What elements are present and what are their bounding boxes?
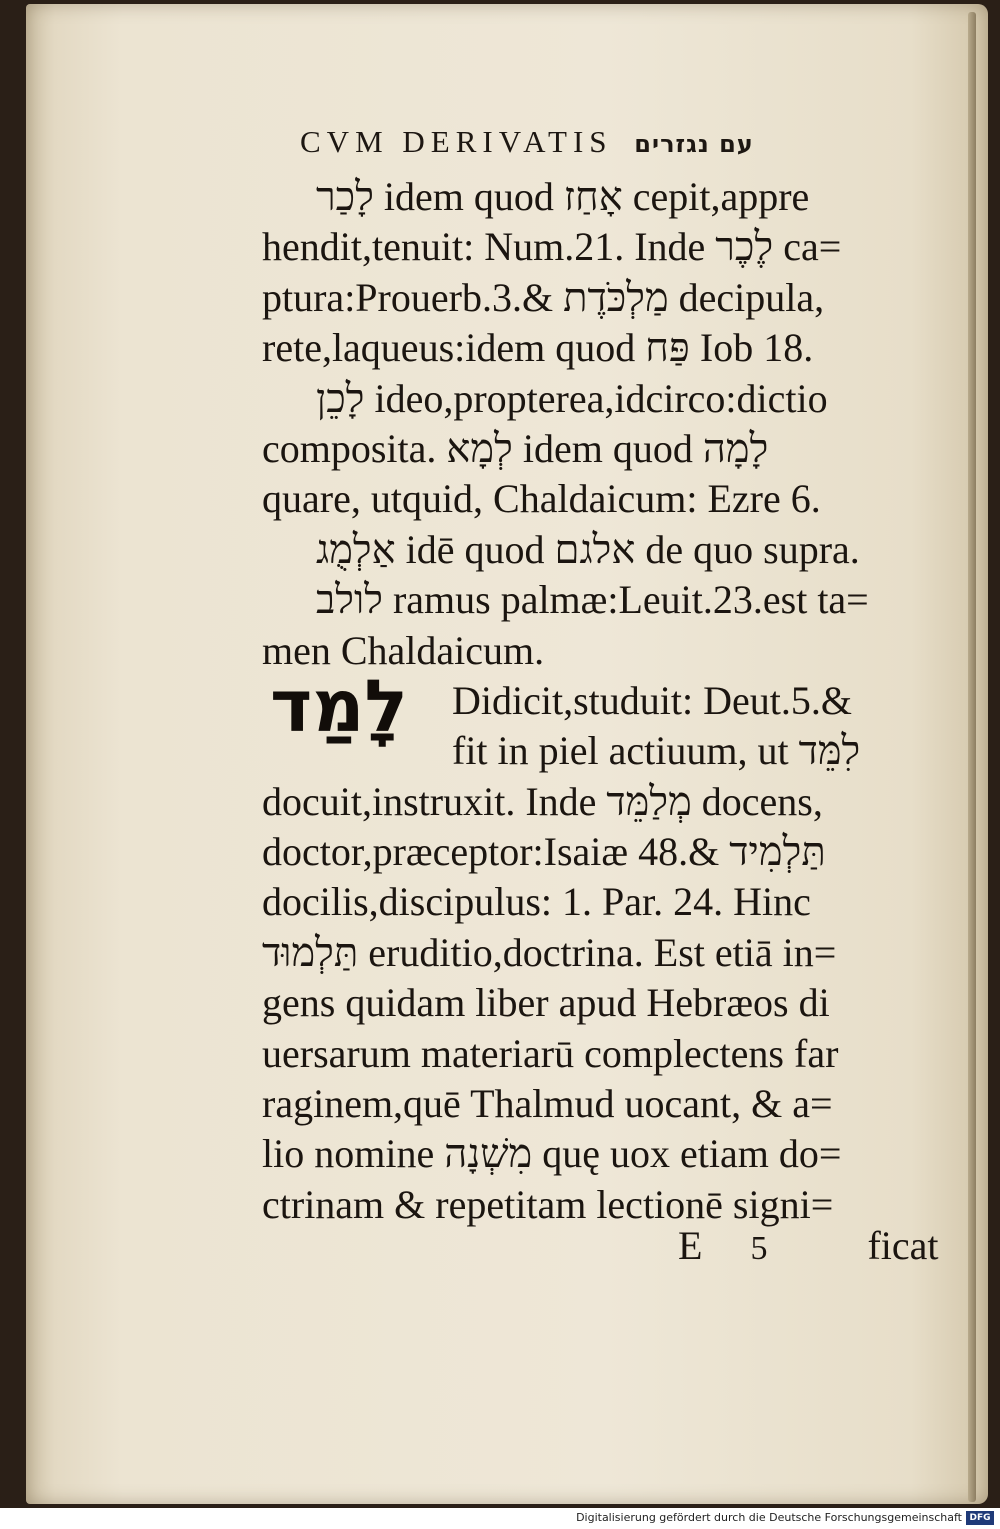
text-line: lio nomine מִשְׁנָה quę uox etiam do= <box>262 1131 842 1177</box>
signature-mark: E <box>678 1223 703 1268</box>
text-line: docilis,discipulus: 1. Par. 24. Hinc <box>262 879 811 925</box>
text-line: לָכֵן ideo,propterea,idcirco:dictio <box>316 375 828 421</box>
text-line: Didicit,studuit: Deut.5.& <box>452 677 852 723</box>
folio-number: 5 <box>750 1230 768 1267</box>
text-line: אַלְמֻג idē quod אלגם de quo supra. <box>316 526 860 572</box>
catchline <box>678 1222 939 1269</box>
catchword: ficat <box>867 1223 939 1268</box>
text-line: fit in piel actiuum, ut לִמֵּד <box>452 728 861 774</box>
page-edge <box>968 12 976 1502</box>
text-line: rete,laqueus:idem quod פַּח Iob 18. <box>262 325 814 371</box>
text-line: hendit,tenuit: Num.21. Inde לֶכֶר ca= <box>262 224 842 270</box>
text-line: composita. לְמָא idem quod לָמָה <box>262 425 769 471</box>
running-head-hebrew: עם נגזרים <box>634 130 754 158</box>
text-line: raginem,quē Thalmud uocant, & a= <box>262 1081 833 1127</box>
dfg-logo: DFG <box>966 1511 994 1525</box>
text-line: doctor,præceptor:Isaiæ 48.& תַּלְמִיד <box>262 829 826 875</box>
running-head <box>300 124 900 160</box>
text-line: ctrinam & repetitam lectionē signi= <box>262 1181 834 1227</box>
footer-credit: Digitalisierung gefördert durch die Deutsche Forschungsgemeinschaft <box>576 1511 962 1524</box>
text-line: uersarum materiarū complectens far <box>262 1030 839 1076</box>
text-line: תַּלְמוּד eruditio,doctrina. Est etiā in= <box>262 929 837 975</box>
text-line: לָכַר idem quod אָחַז cepit,appre <box>316 174 810 219</box>
text-line: men Chaldaicum. <box>262 627 545 673</box>
text-line: docuit,instruxit. Inde מְלַמֵּד docens, <box>262 778 823 824</box>
running-head-latin: CVM DERIVATIS <box>300 124 613 159</box>
text-line: ptura:Prouerb.3.& מַלְכֹּדֶת decipula, <box>262 274 825 320</box>
text-line: gens quidam liber apud Hebræos di <box>262 980 830 1026</box>
big-lemma-heading: לָמַד <box>270 664 408 748</box>
text-line: quare, utquid, Chaldaicum: Ezre 6. <box>262 476 821 522</box>
footer-bar <box>0 1508 1000 1529</box>
text-line: לולב ramus palmæ:Leuit.23.est ta= <box>316 577 869 623</box>
